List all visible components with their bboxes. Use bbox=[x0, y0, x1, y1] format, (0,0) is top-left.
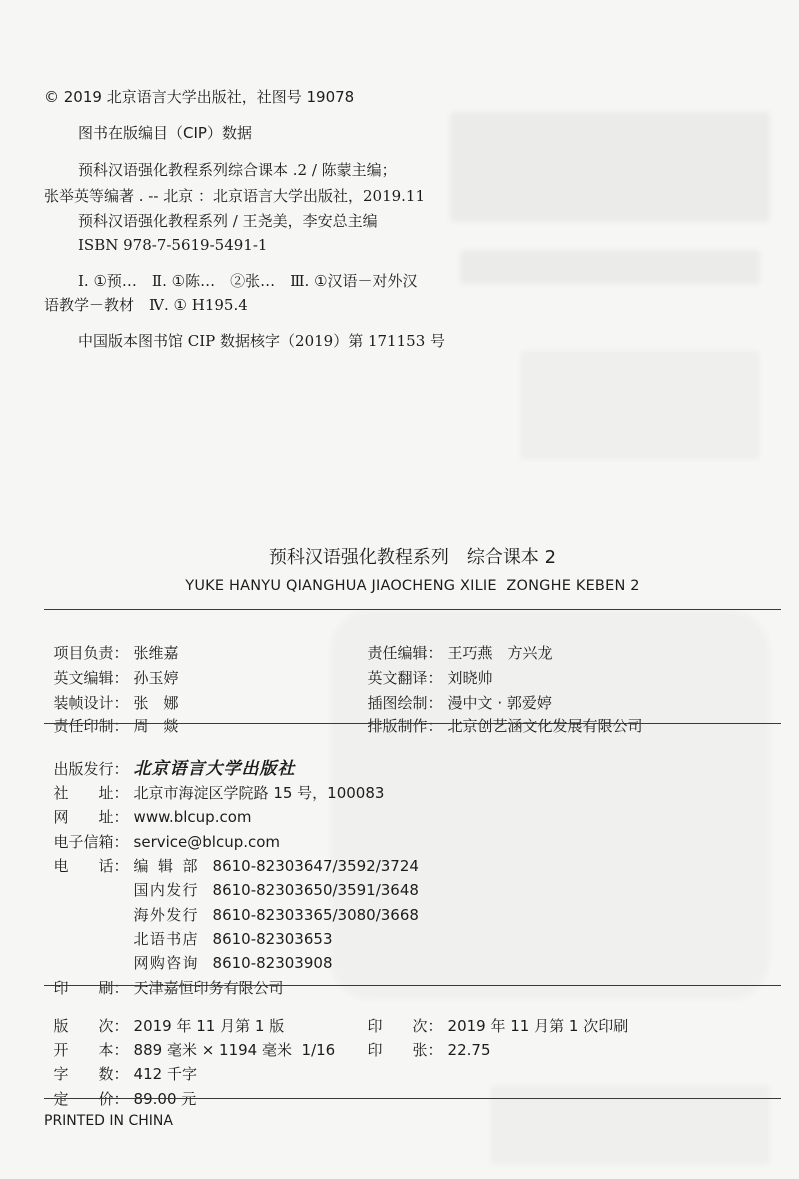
credit-value: 张维嘉 bbox=[133, 644, 179, 662]
credit-label: 责任编辑： bbox=[367, 644, 443, 662]
edition-label: 版 次： bbox=[53, 1017, 129, 1035]
book-title-zh: 预科汉语强化教程系列 综合课本 2 bbox=[268, 547, 557, 568]
phone-number: 8610-82303647/3592/3724 bbox=[212, 857, 419, 875]
website-label: 网 址： bbox=[53, 808, 129, 826]
divider bbox=[44, 985, 781, 986]
printer-label: 印 刷： bbox=[53, 979, 129, 997]
email-value: service@blcup.com bbox=[133, 833, 281, 851]
credit-value: 周 燚 bbox=[133, 717, 179, 735]
show-through-names-shadow bbox=[520, 350, 760, 460]
divider bbox=[44, 1098, 781, 1099]
phone-dept: 北语书店 bbox=[133, 930, 198, 948]
format-label: 开 本： bbox=[53, 1041, 129, 1059]
cip-line: Ⅰ. ①预… Ⅱ. ①陈… ②张… Ⅲ. ①汉语－对外汉 bbox=[78, 272, 418, 290]
price-value: 89.00 元 bbox=[133, 1090, 197, 1108]
sheets-value: 22.75 bbox=[447, 1041, 491, 1059]
credit-label: 英文翻译： bbox=[367, 669, 443, 687]
credit-label: 英文编辑： bbox=[53, 669, 129, 687]
cip-line: 预科汉语强化教程系列 / 王尧美，李安总主编 bbox=[78, 212, 378, 230]
credit-item bbox=[44, 696, 179, 736]
phone-label: 电 话： bbox=[53, 857, 129, 875]
cip-record-number: 中国版本图书馆 CIP 数据核字（2019）第 171153 号 bbox=[78, 332, 446, 350]
cip-heading: 图书在版编目（CIP）数据 bbox=[78, 124, 252, 142]
copyright-line: © 2019 北京语言大学出版社，社图号 19078 bbox=[44, 88, 355, 106]
address-value: 北京市海淀区学院路 15 号，100083 bbox=[133, 784, 385, 802]
printing-value: 2019 年 11 月第 1 次印刷 bbox=[447, 1017, 629, 1035]
credit-item bbox=[358, 696, 643, 736]
credit-label: 责任印制： bbox=[53, 717, 129, 735]
printer-value: 天津嘉恒印务有限公司 bbox=[133, 979, 284, 997]
website-value: www.blcup.com bbox=[133, 808, 252, 826]
phone-dept: 网购咨询 bbox=[133, 954, 198, 972]
credit-value: 王巧燕 方兴龙 bbox=[447, 644, 553, 662]
credit-label: 排版制作： bbox=[367, 717, 443, 735]
phone-dept: 国内发行 bbox=[133, 881, 198, 899]
phone-number: 8610-82303653 bbox=[212, 930, 333, 948]
credit-value: 漫中文 · 郭爱婷 bbox=[447, 694, 552, 712]
sheets-label: 印 张： bbox=[367, 1041, 443, 1059]
show-through-title-shadow bbox=[450, 112, 770, 222]
credit-label: 插图绘制： bbox=[367, 694, 443, 712]
show-through-logo-shadow bbox=[490, 1085, 770, 1165]
price-label: 定 价： bbox=[53, 1090, 129, 1108]
email-label: 电子信箱： bbox=[53, 833, 129, 851]
credit-value: 北京创艺涵文化发展有限公司 bbox=[447, 717, 643, 735]
credit-value: 张 娜 bbox=[133, 694, 179, 712]
printer-row bbox=[44, 958, 284, 998]
show-through-subtitle-shadow bbox=[460, 250, 760, 284]
phone-dept: 编 辑 部 bbox=[133, 857, 198, 875]
cip-isbn: ISBN 978-7-5619-5491-1 bbox=[78, 236, 268, 254]
edition-value: 2019 年 11 月第 1 版 bbox=[133, 1017, 285, 1035]
cip-line: 张举英等编著 . -- 北京 ：北京语言大学出版社，2019.11 bbox=[44, 187, 426, 205]
divider bbox=[44, 723, 781, 724]
printing-label: 印 次： bbox=[367, 1017, 443, 1035]
credit-label: 项目负责： bbox=[53, 644, 129, 662]
credit-value: 刘晓帅 bbox=[447, 669, 493, 687]
credit-value: 孙玉婷 bbox=[133, 669, 179, 687]
word-count-value: 412 千字 bbox=[133, 1065, 197, 1083]
word-count-label: 字 数： bbox=[53, 1065, 129, 1083]
price-row bbox=[44, 1069, 196, 1109]
format-value: 889 毫米 × 1194 毫米 1/16 bbox=[133, 1041, 336, 1059]
credit-label: 装帧设计： bbox=[53, 694, 129, 712]
sheets-row bbox=[358, 1020, 491, 1060]
divider bbox=[44, 609, 781, 610]
publisher-logo-text: 北京语言大学出版社 bbox=[133, 759, 296, 779]
phone-dept: 海外发行 bbox=[133, 906, 198, 924]
cip-line: 语教学－教材 Ⅳ. ① H195.4 bbox=[44, 296, 248, 314]
phone-number: 8610-82303650/3591/3648 bbox=[212, 881, 419, 899]
cip-line: 预科汉语强化教程系列综合课本 .2 / 陈蒙主编； bbox=[78, 161, 397, 179]
address-label: 社 址： bbox=[53, 784, 129, 802]
phone-number: 8610-82303908 bbox=[212, 954, 333, 972]
printed-in-china: PRINTED IN CHINA bbox=[44, 1113, 173, 1129]
book-title-en: YUKE HANYU QIANGHUA JIAOCHENG XILIE ZONGHE KEBEN 2 bbox=[185, 578, 640, 594]
publisher-label: 出版发行： bbox=[53, 760, 129, 778]
phone-number: 8610-82303365/3080/3668 bbox=[212, 906, 419, 924]
